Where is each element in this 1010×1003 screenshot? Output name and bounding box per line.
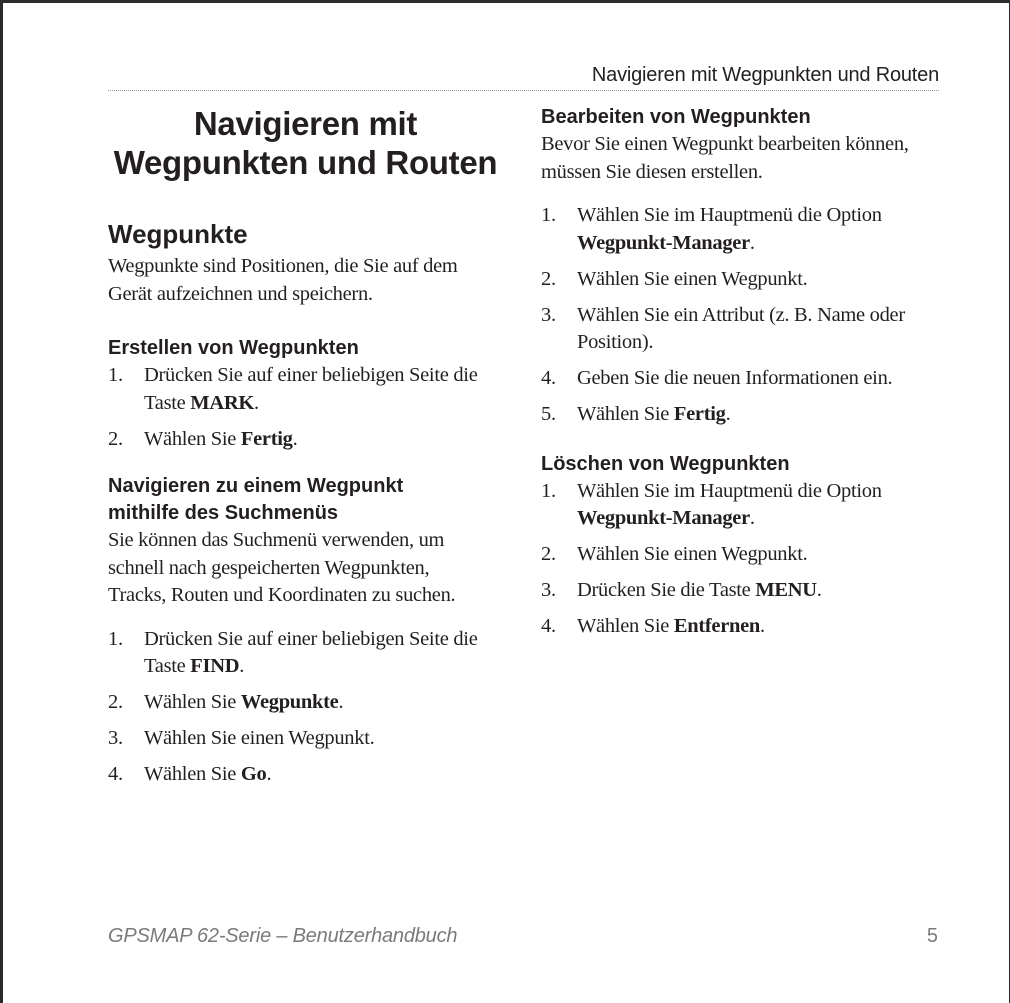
navigate-steps xyxy=(108,626,503,789)
list-item: 5. Wählen Sie Fertig. xyxy=(541,403,731,425)
right-column xyxy=(541,104,941,649)
list-item: 3. Wählen Sie einen Wegpunkt. xyxy=(108,727,375,749)
list-item: 2. Wählen Sie einen Wegpunkt. xyxy=(541,543,808,565)
edit-steps xyxy=(541,202,941,429)
list-item: 1. Drücken Sie auf einer beliebigen Seite die Taste MARK. xyxy=(108,364,478,414)
list-item: 3. Drücken Sie die Taste MENU. xyxy=(541,579,822,601)
list-item: 4. Wählen Sie Go. xyxy=(108,763,272,785)
create-heading: Erstellen von Wegpunkten xyxy=(108,337,359,359)
list-item: 3. Wählen Sie ein Attribut (z. B. Name oder Position). xyxy=(541,303,905,353)
list-item: 4. Geben Sie die neuen Informationen ein. xyxy=(541,367,893,389)
list-item: 1. Wählen Sie im Hauptmenü die Option Wegpunkt-Manager. xyxy=(541,204,882,254)
create-steps xyxy=(108,362,503,453)
delete-steps xyxy=(541,478,941,641)
list-item: 1. Drücken Sie auf einer beliebigen Seite die Taste FIND. xyxy=(108,627,478,677)
intro-paragraph: Wegpunkte sind Positionen, die Sie auf dem Gerät aufzeichnen und speichern. xyxy=(108,255,458,305)
list-item: 2. Wählen Sie einen Wegpunkt. xyxy=(541,267,808,290)
delete-heading: Löschen von Wegpunkten xyxy=(541,452,790,475)
left-column xyxy=(108,100,503,797)
list-item: 1. Wählen Sie im Hauptmenü die Option Wegpunkt-Manager. xyxy=(541,479,882,529)
section-title: Wegpunkte xyxy=(108,219,248,249)
navigate-paragraph: Sie können das Suchmenü verwenden, um schnell nach gespeicherten Wegpunkten, Tracks, Routen und Koordinaten zu suchen. xyxy=(108,529,456,606)
running-head: Navigieren mit Wegpunkten und Routen xyxy=(591,64,939,86)
chapter-title-line2: Wegpunkten und Routen xyxy=(113,144,498,181)
list-item: 4. Wählen Sie Entfernen. xyxy=(541,615,765,637)
edit-heading: Bearbeiten von Wegpunkten xyxy=(541,106,811,128)
edit-paragraph: Bevor Sie einen Wegpunkt bearbeiten können, müssen Sie diesen erstellen. xyxy=(541,133,909,183)
chapter-title-line1: Navigieren mit xyxy=(193,105,418,142)
page-number: 5 xyxy=(926,925,938,947)
footer-manual-title: GPSMAP 62-Serie – Benutzerhandbuch xyxy=(108,925,458,947)
chapter-title xyxy=(108,104,503,182)
header-rule xyxy=(108,90,939,91)
navigate-heading: Navigieren zu einem Wegpunkt mithilfe des Suchmenüs xyxy=(108,475,404,524)
list-item: 2. Wählen Sie Fertig. xyxy=(108,427,298,450)
list-item: 2. Wählen Sie Wegpunkte. xyxy=(108,691,344,713)
